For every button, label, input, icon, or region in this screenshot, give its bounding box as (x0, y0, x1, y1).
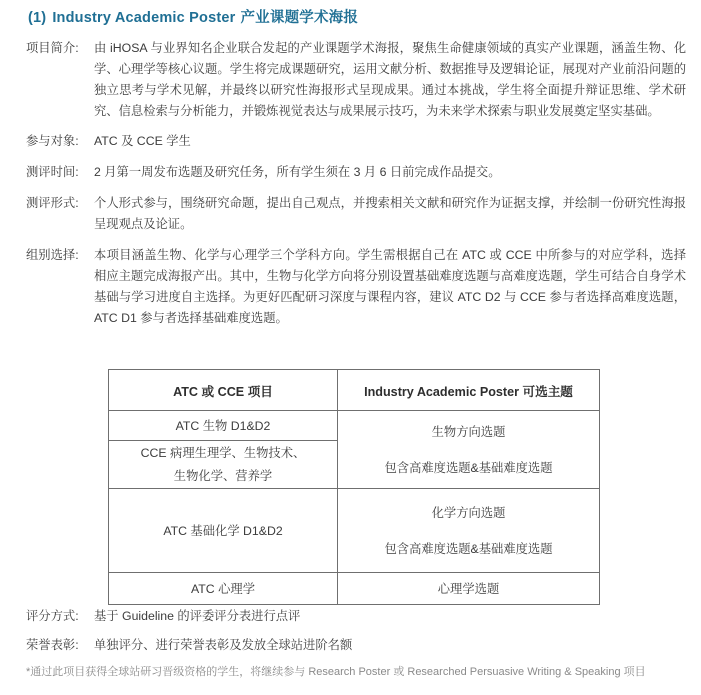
footnote: *通过此项目获得全球站研习晋级资格的学生，将继续参与 Research Poster 或 Researched Persuasive Writing & Speaking 项目 (26, 666, 646, 678)
definition-value-group: 本项目涵盖生物、化学与心理学三个学科方向。学生需根据自己在 ATC 或 CCE 中所参与的对应学科，选择相应主题完成海报产出。其中，生物与化学方向将分别设置基础难度选题与高难度选题，学生可结合自身学术基础与学习进度自主选择。为更好匹配研习深度与课程内容，建议 ATC D2 与 CCE 参与者选择高难度选题，ATC D1 参与者选择基础难度选题。 (94, 248, 686, 325)
table-cell-topic-psychology: 心理学选题 (338, 573, 600, 605)
page-title-english: Industry Academic Poster (52, 10, 236, 26)
definition-label-schedule: 测评时间: (26, 165, 79, 179)
footer-row-scoring (26, 607, 691, 626)
definition-list (26, 38, 686, 339)
definition-label-format: 测评形式: (26, 196, 79, 210)
definition-row-schedule (26, 162, 686, 183)
definition-value-audience: ATC 及 CCE 学生 (94, 134, 191, 148)
footer-value-scoring: 基于 Guideline 的评委评分表进行点评 (94, 609, 301, 623)
table-row (109, 573, 600, 605)
definition-row-group (26, 245, 686, 329)
topics-table-wrapper (108, 369, 599, 605)
table-row (109, 489, 600, 573)
definition-value-format: 个人形式参与，围绕研究命题，提出自己观点，并搜索相关文献和研究作为证据支撑，并绘制一份研究性海报呈现观点及论证。 (94, 196, 686, 231)
table-header-program: ATC 或 CCE 项目 (109, 370, 338, 411)
footer-label-scoring: 评分方式: (26, 609, 79, 623)
table-cell-topic-biology (338, 411, 600, 489)
table-header-row (109, 370, 600, 411)
page-title (28, 6, 358, 27)
page-title-number: (1) (28, 10, 47, 26)
topic-chemistry-main: 化学方向选题 (431, 505, 506, 520)
definition-value-schedule: 2 月第一周发布选题及研究任务，所有学生须在 3 月 6 日前完成作品提交。 (94, 165, 501, 179)
topic-chemistry-sub: 包含高难度选题&基础难度选题 (384, 541, 553, 556)
definition-row-intro (26, 38, 686, 122)
definition-row-audience (26, 131, 686, 152)
topic-biology-main: 生物方向选题 (431, 424, 506, 439)
definition-value-intro: 由 iHOSA 与业界知名企业联合发起的产业课题学术海报，聚焦生命健康领域的真实产业课题，涵盖生物、化学、心理学等核心议题。学生将完成课题研究，运用文献分析、数据推导及逻辑论证，展现对产业前沿问题的独立思考与学术见解，并最终以研究性海报形式呈现成果。通过本挑战，学生将全面提升辩证思维、学术研究、信息检索与分析能力，并锻炼视觉表达与成果展示技巧，为未来学术探索与职业发展奠定坚实基础。 (94, 41, 686, 118)
table-row (109, 411, 600, 441)
definition-label-intro: 项目简介: (26, 41, 79, 55)
table-cell-program-chemistry: ATC 基础化学 D1&D2 (109, 489, 338, 573)
table-cell-topic-chemistry (338, 489, 600, 573)
program-bio-cce-line2: 生物化学、营养学 (173, 468, 273, 483)
footer-value-honors: 单独评分、进行荣誉表彰及发放全球站进阶名额 (94, 638, 353, 652)
definition-label-audience: 参与对象: (26, 134, 79, 148)
topics-table (108, 369, 600, 605)
footer-definition-list (26, 607, 691, 665)
definition-label-group: 组别选择: (26, 248, 79, 262)
table-header-topic: Industry Academic Poster 可选主题 (338, 370, 600, 411)
table-cell-program-psychology: ATC 心理学 (109, 573, 338, 605)
footer-label-honors: 荣誉表彰: (26, 638, 79, 652)
table-cell-program-bio-atc: ATC 生物 D1&D2 (109, 411, 338, 441)
definition-row-format (26, 193, 686, 235)
table-cell-program-bio-cce (109, 441, 338, 489)
topic-biology-sub: 包含高难度选题&基础难度选题 (384, 460, 553, 475)
page-title-chinese: 产业课题学术海报 (240, 10, 359, 26)
program-bio-cce-line1: CCE 病理生理学、生物技术、 (140, 445, 306, 460)
footer-row-honors (26, 636, 691, 655)
